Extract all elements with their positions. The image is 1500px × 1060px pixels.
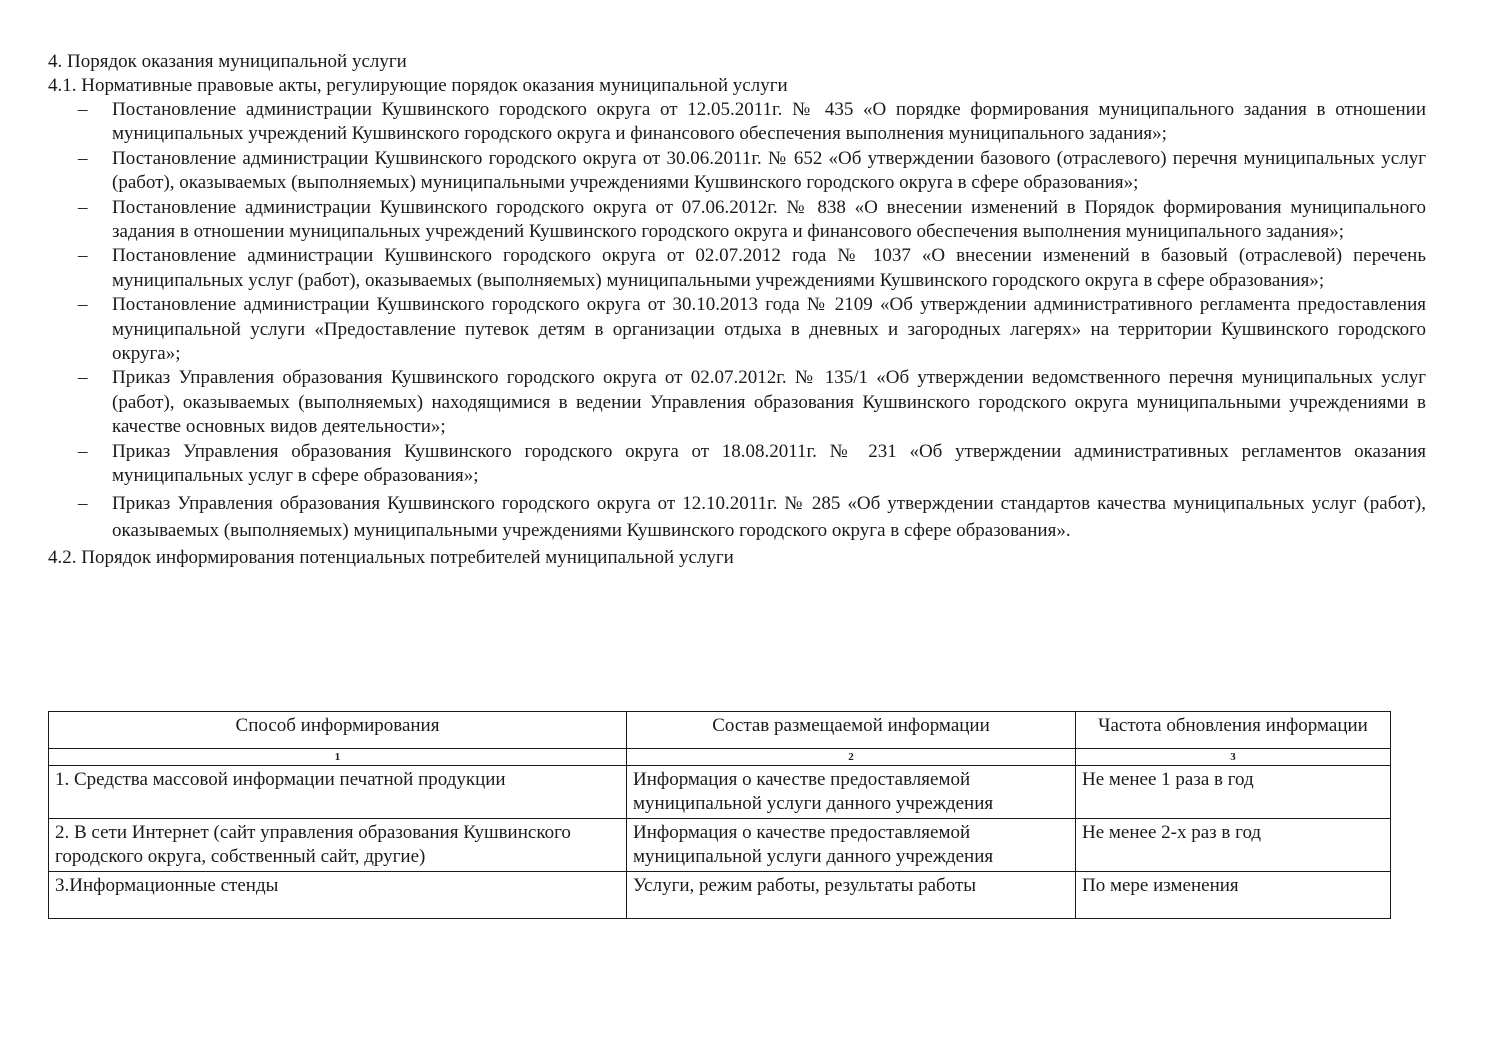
- list-item-text: Приказ Управления образования Кушвинского городского округа от 02.07.2012г. № 135/1 «Об утверждении ведомственного перечня муниципальных услуг (работ), оказываемых (выполняемых) находящимися в ведении Управления образования Кушвинского городского округа муниципальными учреждениями в качестве основных видов деятельности»;: [112, 367, 1426, 438]
- list-item-text: Постановление администрации Кушвинского городского округа от 30.10.2013 года № 2109 «Об утверждении административного регламента предоставления муниципальной услуги «Предоставление путевок детям в организации отдыха в дневных и загородных лагерях» на территории Кушвинского городского округа»;: [112, 294, 1426, 365]
- table-cell: Не менее 1 раза в год: [1076, 766, 1391, 819]
- table-cell: 3.Информационные стенды: [49, 872, 627, 919]
- list-item-text: Приказ Управления образования Кушвинского городского округа от 18.08.2011г. № 231 «Об утверждении административных регламентов оказания муниципальных услуг в сфере образования»;: [112, 440, 1426, 487]
- table-cell: 2. В сети Интернет (сайт управления образования Кушвинского городского округа, собственный сайт, другие): [49, 819, 627, 872]
- table-cell: По мере изменения: [1076, 872, 1391, 919]
- list-item-text: Постановление администрации Кушвинского городского округа от 07.06.2012г. № 838 «О внесении изменений в Порядок формирования муниципального задания в отношении муниципальных учреждений Кушвинского городского округа и финансового обеспечения выполнения муниципального задания»;: [112, 196, 1426, 243]
- list-item: [48, 147, 1426, 196]
- dash-bullet: –: [78, 492, 88, 514]
- table-header-row: [49, 712, 1391, 749]
- column-header-content: Состав размещаемой информации: [627, 712, 1076, 749]
- dash-bullet: –: [78, 294, 88, 316]
- table-row: [49, 766, 1391, 819]
- document-page: [48, 50, 1426, 570]
- table-cell: Не менее 2-х раз в год: [1076, 819, 1391, 872]
- section-title: 4. Порядок оказания муниципальной услуги: [48, 51, 407, 72]
- list-item-text: Постановление администрации Кушвинского городского округа от 02.07.2012 года № 1037 «О внесении изменений в базовый (отраслевой) перечень муниципальных услуг (работ), оказываемых (выполняемых) муниципальными учреждениями Кушвинского городского округа в сфере образования»;: [112, 245, 1426, 291]
- table-cell: Информация о качестве предоставляемой муниципальной услуги данного учреждения: [627, 766, 1076, 819]
- table-cell: 1. Средства массовой информации печатной продукции: [49, 766, 627, 819]
- dash-bullet: –: [78, 196, 88, 218]
- column-number: 3: [1076, 749, 1391, 766]
- information-table: [48, 711, 1391, 919]
- table-cell: Услуги, режим работы, результаты работы: [627, 872, 1076, 919]
- dash-bullet: –: [78, 440, 88, 462]
- list-item: [48, 244, 1426, 293]
- list-item-text: Приказ Управления образования Кушвинского городского округа от 12.10.2011г. № 285 «Об утверждении стандартов качества муниципальных услуг (работ), оказываемых (выполняемых) муниципальными учреждениями Кушвинского городского округа в сфере образования».: [112, 492, 1426, 541]
- column-header-method: Способ информирования: [49, 712, 627, 749]
- dash-bullet: –: [78, 367, 88, 389]
- list-item: [48, 98, 1426, 147]
- list-item: [48, 196, 1426, 245]
- column-header-frequency: Частота обновления информации: [1076, 712, 1391, 749]
- list-item-text: Постановление администрации Кушвинского городского округа от 30.06.2011г. № 652 «Об утверждении базового (отраслевого) перечня муниципальных услуг (работ), оказываемых (выполняемых) муниципальными учреждениями Кушвинского городского округа в сфере образования»;: [112, 147, 1426, 194]
- dash-bullet: –: [78, 245, 88, 267]
- subsection-title-4-1: 4.1. Нормативные правовые акты, регулирующие порядок оказания муниципальной услуги: [48, 75, 788, 96]
- list-item: [48, 440, 1426, 489]
- table-row: [49, 819, 1391, 872]
- table-cell: Информация о качестве предоставляемой муниципальной услуги данного учреждения: [627, 819, 1076, 872]
- dash-bullet: –: [78, 99, 88, 120]
- subsection-title-4-2: 4.2. Порядок информирования потенциальных потребителей муниципальной услуги: [48, 546, 734, 568]
- table-row: [49, 872, 1391, 919]
- column-number: 1: [49, 749, 627, 766]
- legal-acts-list: [48, 98, 1426, 544]
- dash-bullet: –: [78, 147, 88, 169]
- column-number-row: [49, 749, 1391, 766]
- list-item: [48, 293, 1426, 366]
- list-item: [48, 366, 1426, 439]
- list-item: [48, 490, 1426, 544]
- column-number: 2: [627, 749, 1076, 766]
- list-item-text: Постановление администрации Кушвинского городского округа от 12.05.2011г. № 435 «О порядке формирования муниципального задания в отношении муниципальных учреждений Кушвинского городского округа и финансового обеспечения выполнения муниципального задания»;: [112, 99, 1426, 145]
